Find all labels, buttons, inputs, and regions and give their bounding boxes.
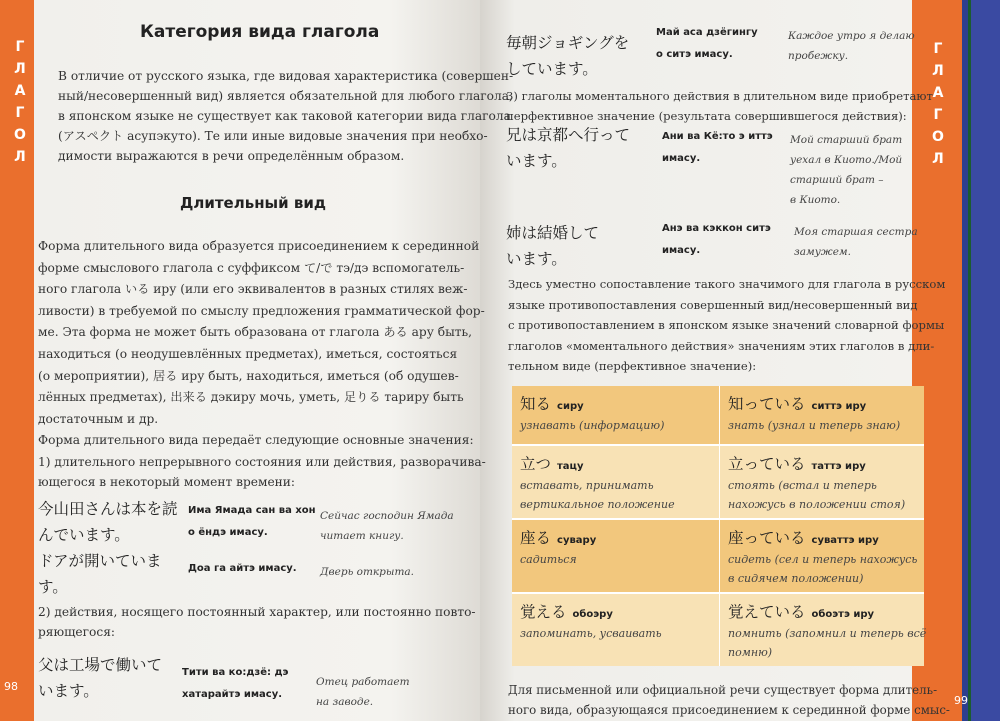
example-transcription: Тити ва ко:дзё: дэ хатарайтэ имасу.: [182, 667, 289, 700]
example-japanese: 姉は結婚して います。: [506, 224, 600, 268]
table-row: [512, 594, 927, 666]
example-japanese: 今山田さんは本を読 んでいます。: [38, 500, 178, 544]
example-transcription: Доа га айтэ имасу.: [188, 563, 297, 574]
example-japanese: 兄は京都へ行って います。: [506, 126, 631, 170]
example-translation: Сейчас господин Ямада читает книгу.: [320, 510, 454, 542]
side-label-left: Г Л А Г О Л: [14, 39, 26, 165]
table-cell: 座っている суваттэ иру сидеть (сел и теперь нахожусь в сидячем положении): [720, 520, 924, 592]
example-translation: Моя старшая сестра замужем.: [794, 226, 918, 258]
table-row: [512, 520, 924, 592]
table-cell: 座る сувару садиться: [512, 520, 720, 592]
example-transcription: Май аса дзёгингу о ситэ имасу.: [656, 27, 758, 60]
page-number-left: 98: [4, 680, 18, 693]
example-translation: Отец работает на заводе.: [316, 676, 410, 708]
side-label-right: Г Л А Г О Л: [932, 41, 944, 167]
page-number-right: 99: [954, 694, 968, 707]
meanings-intro: Форма длительного вида передаёт следующие основные значения:: [38, 433, 474, 447]
meaning-1: 1) длительного непрерывного состояния или действия, разворачива- ющегося в некоторый момент времени:: [38, 455, 486, 489]
table-row: [512, 446, 924, 518]
section-subheading: Длительный вид: [180, 194, 326, 212]
table-cell: 立っている таттэ иру стоять (встал и теперь нахожусь в положении стоя): [720, 446, 924, 518]
table-cell: 覚える обоэру запоминать, усваивать: [512, 594, 720, 666]
example-translation: Мой старший брат уехал в Киото./Мой старший брат – в Киото.: [790, 134, 903, 206]
meaning-2: 2) действия, носящего постоянный характер, или постоянно повто- ряющегося:: [38, 605, 476, 639]
example-japanese: 父は工場で働いて います。: [38, 656, 163, 700]
comparison-paragraph: Здесь уместно сопоставление такого значимого для глагола в русском языке противопоставления совершенный вид/несовершенный вид с противопоставлением в японском языке значений словарной формы глаголов «моментального действия» значениям этих глаголов в дли- тельном виде (перфективное значение):: [508, 277, 946, 373]
example-japanese: ドアが開いていま す。: [38, 552, 162, 596]
aspect-comparison-table: [512, 386, 927, 666]
book-cover-edge: [962, 0, 1000, 721]
example-transcription: Има Ямада сан ва хон о ёндэ имасу.: [188, 505, 316, 538]
example-transcription: Ани ва Кё:то э иттэ имасу.: [662, 131, 773, 164]
table-cell: 立つ тацу вставать, принимать вертикальное положение: [512, 446, 720, 518]
page-heading: Категория вида глагола: [140, 22, 380, 42]
closing-paragraph: Для письменной или официальной речи существует форма длитель- ного вида, образующаяся присоединением к серединной форме смыс-: [508, 683, 950, 717]
example-japanese: 毎朝ジョギングを しています。: [506, 34, 630, 78]
example-translation: Дверь открыта.: [320, 566, 415, 578]
intro-paragraph: В отличие от русского языка, где видовая характеристика (совершен- ный/несовершенный вид) является обязательной для любого глагола, в японском языке не существует как таковой категории вида глагола (アスペクト асупэкуто). Те или иные видовые значения при необхо- димости выражаются в речи определённым образом.: [58, 69, 514, 163]
body-paragraph: Форма длительного вида образуется присоединением к серединной форме смыслового глагола с суффиксом て/で тэ/дэ вспомогатель- ного глагола いる иру (или его эквивалентов в разных стилях веж- ливости) в требуемой по смыслу предложения грамматической фор- ме. Эта форма не может быть образована от глагола ある ару быть, находиться (о неодушевлённых предметах), иметься, состояться (о мероприятии), 居る иру быть, находиться, иметься (об одушев- лённых предметах), 出来る дэкиру мочь, уметь, 足りる тариру быть достаточным и др.: [38, 239, 485, 426]
table-cell: 知っている ситтэ иру знать (узнал и теперь знаю): [720, 386, 924, 456]
example-transcription: Анэ ва кэккон ситэ имасу.: [662, 223, 771, 256]
table-cell: 覚えている обоэтэ иру помнить (запомнил и теперь всё помню): [720, 594, 924, 666]
table-cell: 知る сиру узнавать (информацию): [512, 386, 720, 456]
meaning-3: 3) глаголы моментального действия в длительном виде приобретают перфективное значение (результата совершившегося действия):: [506, 89, 933, 123]
example-translation: Каждое утро я делаю пробежку.: [788, 30, 915, 62]
